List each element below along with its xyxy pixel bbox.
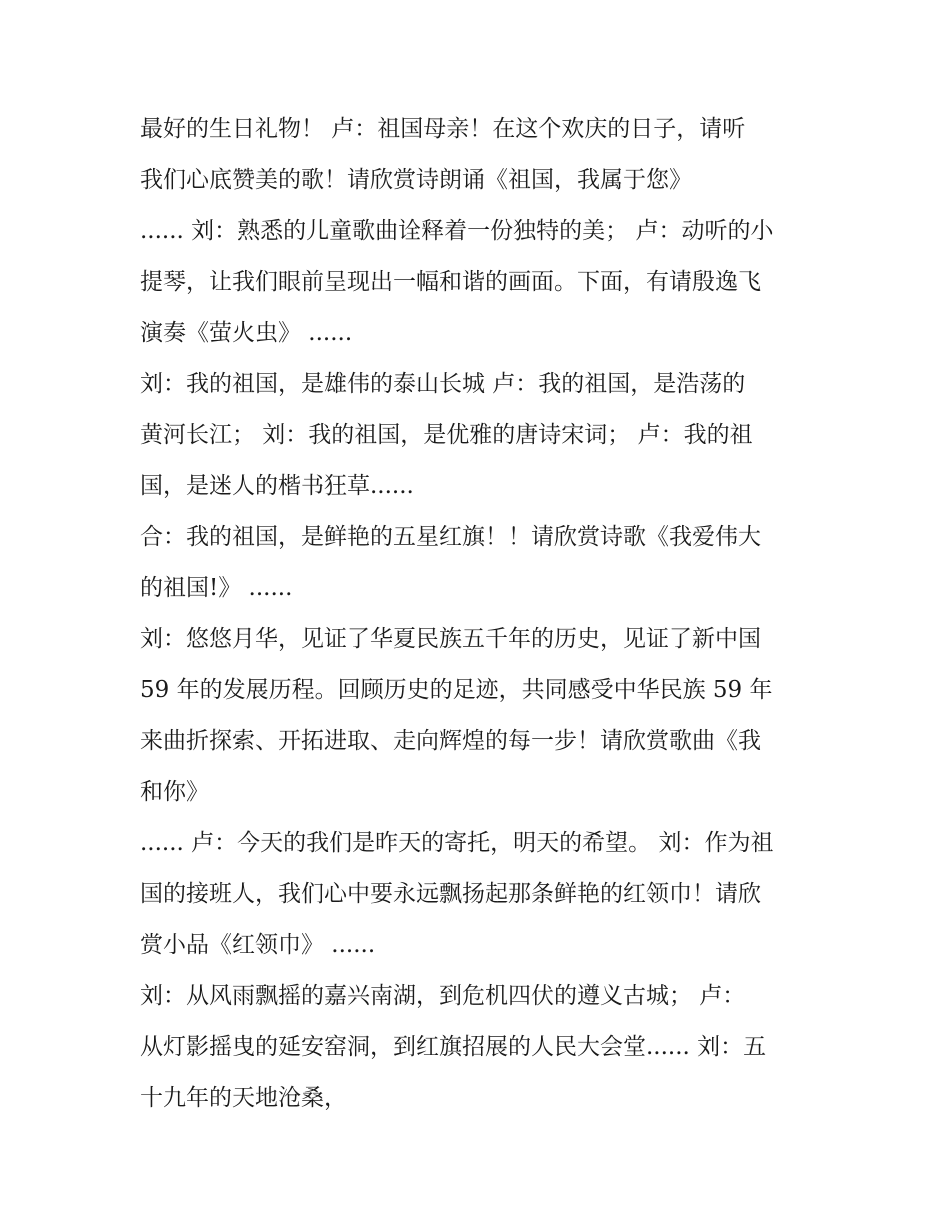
text-line: 最好的生日礼物！ 卢：祖国母亲！在这个欢庆的日子，请听	[140, 116, 746, 142]
text-line: 提琴，让我们眼前呈现出一幅和谐的画面。下面，有请殷逸飞	[140, 269, 761, 295]
text-line: 我们心底赞美的歌！请欣赏诗朗诵《祖国，我属于您》	[140, 167, 692, 193]
text-line: 合：我的祖国，是鲜艳的五星红旗！！请欣赏诗歌《我爱伟大	[140, 524, 761, 550]
text-line: ...... 卢：今天的我们是昨天的寄托，明天的希望。 刘：作为祖	[140, 830, 774, 856]
text-line: 国，是迷人的楷书狂草......	[140, 473, 414, 499]
text-line: 59 年的发展历程。回顾历史的足迹，共同感受中华民族 59 年	[140, 677, 773, 703]
text-line: 从灯影摇曳的延安窑洞，到红旗招展的人民大会堂...... 刘：五	[140, 1034, 767, 1060]
text-line: 刘：我的祖国，是雄伟的泰山长城 卢：我的祖国，是浩荡的	[140, 371, 746, 397]
text-line: 十九年的天地沧桑，	[140, 1085, 347, 1111]
text-line: 和你》	[140, 779, 209, 805]
text-line: 刘：悠悠月华，见证了华夏民族五千年的历史，见证了新中国	[140, 626, 761, 652]
text-line: 刘：从风雨飘摇的嘉兴南湖，到危机四伏的遵义古城； 卢：	[140, 983, 746, 1009]
text-line: 演奏《萤火虫》 ......	[140, 320, 353, 346]
text-line: 国的接班人，我们心中要永远飘扬起那条鲜艳的红领巾！请欣	[140, 881, 761, 907]
document-body	[140, 104, 820, 1124]
text-line: 黄河长江； 刘：我的祖国，是优雅的唐诗宋词； 卢：我的祖	[140, 422, 753, 448]
text-line: 的祖国!》 ......	[140, 575, 293, 601]
text-line: 来曲折探索、开拓进取、走向辉煌的每一步！请欣赏歌曲《我	[140, 728, 761, 754]
text-line: ...... 刘：熟悉的儿童歌曲诠释着一份独特的美； 卢：动听的小	[140, 218, 774, 244]
text-line: 赏小品《红领巾》 ......	[140, 932, 376, 958]
